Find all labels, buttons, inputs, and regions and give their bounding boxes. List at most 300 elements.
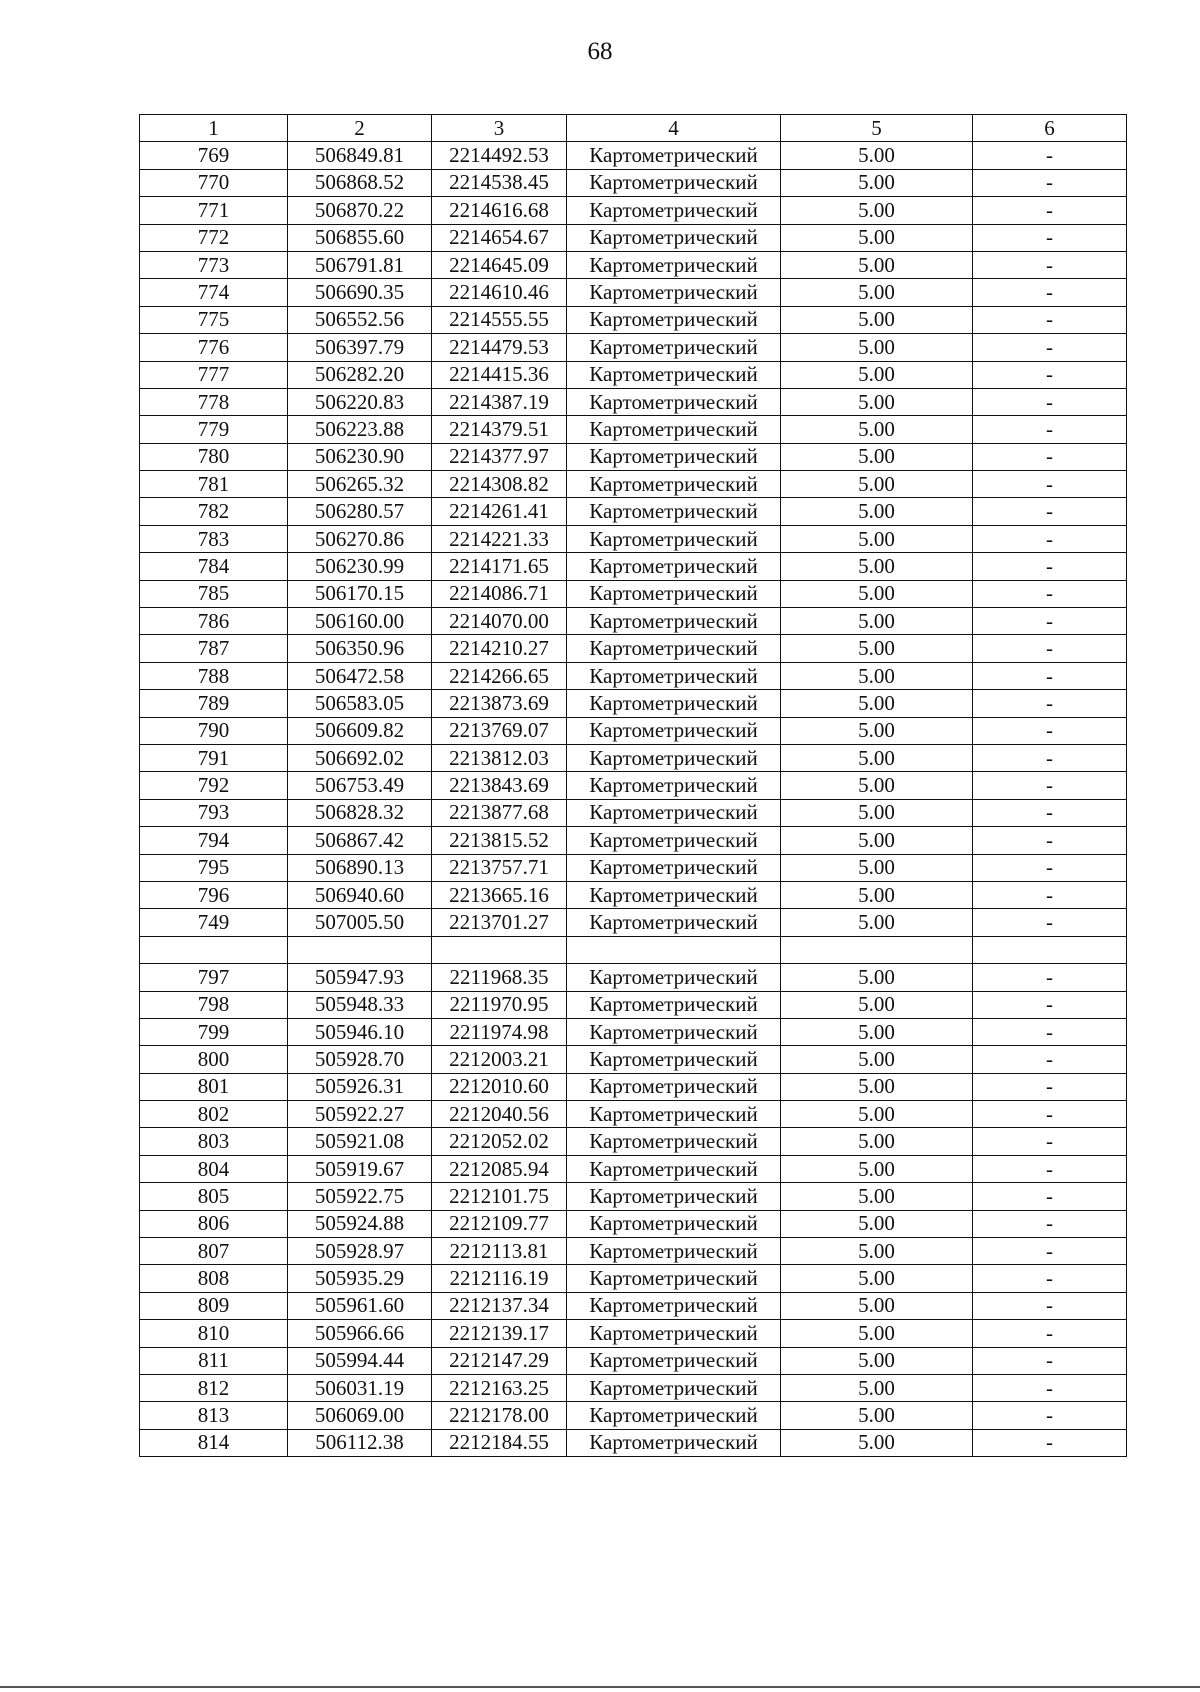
x-coordinate-cell: 505994.44 (288, 1347, 432, 1374)
table-row (140, 306, 1127, 333)
description-cell: - (973, 498, 1127, 525)
point-number-cell: 793 (140, 799, 288, 826)
description-cell: - (973, 1018, 1127, 1045)
method-cell: Картометрический (567, 854, 781, 881)
x-coordinate-cell: 505921.08 (288, 1128, 432, 1155)
x-coordinate-cell: 505926.31 (288, 1073, 432, 1100)
method-cell: Картометрический (567, 1183, 781, 1210)
description-cell: - (973, 744, 1127, 771)
description-cell: - (973, 1292, 1127, 1319)
point-number-cell: 785 (140, 580, 288, 607)
method-cell: Картометрический (567, 1292, 781, 1319)
empty-cell (140, 936, 288, 963)
table-row (140, 881, 1127, 908)
method-cell: Картометрический (567, 1402, 781, 1429)
point-number-cell: 792 (140, 772, 288, 799)
y-coordinate-cell: 2212085.94 (432, 1155, 567, 1182)
y-coordinate-cell: 2213843.69 (432, 772, 567, 799)
accuracy-cell: 5.00 (781, 1073, 973, 1100)
x-coordinate-cell: 506223.88 (288, 416, 432, 443)
description-cell: - (973, 1429, 1127, 1456)
x-coordinate-cell: 506609.82 (288, 717, 432, 744)
accuracy-cell: 5.00 (781, 197, 973, 224)
accuracy-cell: 5.00 (781, 827, 973, 854)
y-coordinate-cell: 2214415.36 (432, 361, 567, 388)
y-coordinate-cell: 2214492.53 (432, 142, 567, 169)
x-coordinate-cell: 506940.60 (288, 881, 432, 908)
description-cell: - (973, 553, 1127, 580)
table-row (140, 1046, 1127, 1073)
page-number: 68 (587, 38, 613, 65)
x-coordinate-cell: 506828.32 (288, 799, 432, 826)
y-coordinate-cell: 2213665.16 (432, 881, 567, 908)
x-coordinate-cell: 506282.20 (288, 361, 432, 388)
accuracy-cell: 5.00 (781, 772, 973, 799)
point-number-cell: 769 (140, 142, 288, 169)
point-number-cell: 783 (140, 525, 288, 552)
table-row (140, 498, 1127, 525)
x-coordinate-cell: 506069.00 (288, 1402, 432, 1429)
table-row (140, 1292, 1127, 1319)
point-number-cell: 812 (140, 1374, 288, 1401)
accuracy-cell: 5.00 (781, 690, 973, 717)
method-cell: Картометрический (567, 1347, 781, 1374)
y-coordinate-cell: 2214308.82 (432, 471, 567, 498)
table-row (140, 1183, 1127, 1210)
point-number-cell: 806 (140, 1210, 288, 1237)
accuracy-cell: 5.00 (781, 744, 973, 771)
table-row (140, 1210, 1127, 1237)
table-row (140, 525, 1127, 552)
description-cell: - (973, 416, 1127, 443)
accuracy-cell: 5.00 (781, 1210, 973, 1237)
y-coordinate-cell: 2212184.55 (432, 1429, 567, 1456)
y-coordinate-cell: 2214616.68 (432, 197, 567, 224)
method-cell: Картометрический (567, 881, 781, 908)
method-cell: Картометрический (567, 279, 781, 306)
point-number-cell: 798 (140, 991, 288, 1018)
accuracy-cell: 5.00 (781, 608, 973, 635)
point-number-cell: 784 (140, 553, 288, 580)
empty-separator-row (140, 936, 1127, 963)
accuracy-cell: 5.00 (781, 306, 973, 333)
accuracy-cell: 5.00 (781, 361, 973, 388)
point-number-cell: 791 (140, 744, 288, 771)
method-cell: Картометрический (567, 443, 781, 470)
method-cell: Картометрический (567, 964, 781, 991)
table-row (140, 1320, 1127, 1347)
table-row (140, 1101, 1127, 1128)
table-row (140, 799, 1127, 826)
method-cell: Картометрический (567, 662, 781, 689)
method-cell: Картометрический (567, 197, 781, 224)
table-row (140, 471, 1127, 498)
accuracy-cell: 5.00 (781, 224, 973, 251)
x-coordinate-cell: 506753.49 (288, 772, 432, 799)
description-cell: - (973, 1183, 1127, 1210)
accuracy-cell: 5.00 (781, 1320, 973, 1347)
y-coordinate-cell: 2214379.51 (432, 416, 567, 443)
table-row (140, 1265, 1127, 1292)
description-cell: - (973, 361, 1127, 388)
description-cell: - (973, 580, 1127, 607)
y-coordinate-cell: 2212003.21 (432, 1046, 567, 1073)
table-row (140, 334, 1127, 361)
coordinates-table (139, 114, 1127, 1457)
table-row (140, 991, 1127, 1018)
table-row (140, 717, 1127, 744)
y-coordinate-cell: 2214086.71 (432, 580, 567, 607)
method-cell: Картометрический (567, 608, 781, 635)
table-row (140, 635, 1127, 662)
point-number-cell: 814 (140, 1429, 288, 1456)
point-number-cell: 778 (140, 388, 288, 415)
accuracy-cell: 5.00 (781, 1155, 973, 1182)
accuracy-cell: 5.00 (781, 1402, 973, 1429)
description-cell: - (973, 1155, 1127, 1182)
description-cell: - (973, 279, 1127, 306)
header-cell-1: 1 (140, 115, 288, 142)
x-coordinate-cell: 506552.56 (288, 306, 432, 333)
method-cell: Картометрический (567, 1238, 781, 1265)
empty-cell (567, 936, 781, 963)
description-cell: - (973, 717, 1127, 744)
point-number-cell: 787 (140, 635, 288, 662)
table-row (140, 1347, 1127, 1374)
method-cell: Картометрический (567, 224, 781, 251)
description-cell: - (973, 1347, 1127, 1374)
description-cell: - (973, 799, 1127, 826)
point-number-cell: 790 (140, 717, 288, 744)
y-coordinate-cell: 2214377.97 (432, 443, 567, 470)
description-cell: - (973, 525, 1127, 552)
description-cell: - (973, 334, 1127, 361)
point-number-cell: 795 (140, 854, 288, 881)
description-cell: - (973, 443, 1127, 470)
point-number-cell: 770 (140, 169, 288, 196)
method-cell: Картометрический (567, 361, 781, 388)
y-coordinate-cell: 2214479.53 (432, 334, 567, 361)
point-number-cell: 797 (140, 964, 288, 991)
accuracy-cell: 5.00 (781, 1374, 973, 1401)
description-cell: - (973, 224, 1127, 251)
header-cell-3: 3 (432, 115, 567, 142)
point-number-cell: 803 (140, 1128, 288, 1155)
table-row (140, 662, 1127, 689)
y-coordinate-cell: 2212116.19 (432, 1265, 567, 1292)
accuracy-cell: 5.00 (781, 525, 973, 552)
x-coordinate-cell: 506855.60 (288, 224, 432, 251)
x-coordinate-cell: 505961.60 (288, 1292, 432, 1319)
table-body (140, 115, 1127, 1457)
method-cell: Картометрический (567, 580, 781, 607)
description-cell: - (973, 690, 1127, 717)
table-row (140, 1402, 1127, 1429)
y-coordinate-cell: 2212109.77 (432, 1210, 567, 1237)
description-cell: - (973, 827, 1127, 854)
description-cell: - (973, 1046, 1127, 1073)
x-coordinate-cell: 506583.05 (288, 690, 432, 717)
x-coordinate-cell: 505948.33 (288, 991, 432, 1018)
point-number-cell: 788 (140, 662, 288, 689)
point-number-cell: 807 (140, 1238, 288, 1265)
table-row (140, 1073, 1127, 1100)
empty-cell (781, 936, 973, 963)
y-coordinate-cell: 2212137.34 (432, 1292, 567, 1319)
y-coordinate-cell: 2214645.09 (432, 251, 567, 278)
point-number-cell: 799 (140, 1018, 288, 1045)
description-cell: - (973, 772, 1127, 799)
accuracy-cell: 5.00 (781, 580, 973, 607)
y-coordinate-cell: 2214555.55 (432, 306, 567, 333)
method-cell: Картометрический (567, 1073, 781, 1100)
table-row (140, 169, 1127, 196)
description-cell: - (973, 909, 1127, 936)
description-cell: - (973, 1073, 1127, 1100)
method-cell: Картометрический (567, 635, 781, 662)
y-coordinate-cell: 2212147.29 (432, 1347, 567, 1374)
description-cell: - (973, 1238, 1127, 1265)
table-row (140, 1155, 1127, 1182)
method-cell: Картометрический (567, 1374, 781, 1401)
point-number-cell: 773 (140, 251, 288, 278)
description-cell: - (973, 1265, 1127, 1292)
method-cell: Картометрический (567, 827, 781, 854)
method-cell: Картометрический (567, 1210, 781, 1237)
description-cell: - (973, 991, 1127, 1018)
x-coordinate-cell: 505947.93 (288, 964, 432, 991)
table-row (140, 388, 1127, 415)
accuracy-cell: 5.00 (781, 854, 973, 881)
accuracy-cell: 5.00 (781, 1183, 973, 1210)
point-number-cell: 779 (140, 416, 288, 443)
x-coordinate-cell: 506031.19 (288, 1374, 432, 1401)
table-row (140, 224, 1127, 251)
y-coordinate-cell: 2213757.71 (432, 854, 567, 881)
accuracy-cell: 5.00 (781, 1429, 973, 1456)
y-coordinate-cell: 2214266.65 (432, 662, 567, 689)
method-cell: Картометрический (567, 1018, 781, 1045)
x-coordinate-cell: 506230.99 (288, 553, 432, 580)
y-coordinate-cell: 2212052.02 (432, 1128, 567, 1155)
method-cell: Картометрический (567, 498, 781, 525)
x-coordinate-cell: 505935.29 (288, 1265, 432, 1292)
point-number-cell: 780 (140, 443, 288, 470)
table-row (140, 1374, 1127, 1401)
description-cell: - (973, 662, 1127, 689)
x-coordinate-cell: 506867.42 (288, 827, 432, 854)
x-coordinate-cell: 505919.67 (288, 1155, 432, 1182)
accuracy-cell: 5.00 (781, 1347, 973, 1374)
accuracy-cell: 5.00 (781, 881, 973, 908)
accuracy-cell: 5.00 (781, 991, 973, 1018)
point-number-cell: 777 (140, 361, 288, 388)
accuracy-cell: 5.00 (781, 1128, 973, 1155)
y-coordinate-cell: 2213769.07 (432, 717, 567, 744)
accuracy-cell: 5.00 (781, 443, 973, 470)
method-cell: Картометрический (567, 306, 781, 333)
method-cell: Картометрический (567, 1046, 781, 1073)
table-row (140, 443, 1127, 470)
table-row (140, 772, 1127, 799)
y-coordinate-cell: 2211968.35 (432, 964, 567, 991)
x-coordinate-cell: 505922.27 (288, 1101, 432, 1128)
x-coordinate-cell: 506397.79 (288, 334, 432, 361)
description-cell: - (973, 471, 1127, 498)
accuracy-cell: 5.00 (781, 471, 973, 498)
x-coordinate-cell: 505922.75 (288, 1183, 432, 1210)
y-coordinate-cell: 2211974.98 (432, 1018, 567, 1045)
x-coordinate-cell: 505924.88 (288, 1210, 432, 1237)
accuracy-cell: 5.00 (781, 498, 973, 525)
y-coordinate-cell: 2214610.46 (432, 279, 567, 306)
x-coordinate-cell: 506350.96 (288, 635, 432, 662)
point-number-cell: 809 (140, 1292, 288, 1319)
table-row (140, 744, 1127, 771)
accuracy-cell: 5.00 (781, 1292, 973, 1319)
accuracy-cell: 5.00 (781, 279, 973, 306)
description-cell: - (973, 142, 1127, 169)
point-number-cell: 801 (140, 1073, 288, 1100)
method-cell: Картометрический (567, 334, 781, 361)
method-cell: Картометрический (567, 388, 781, 415)
table-row (140, 909, 1127, 936)
point-number-cell: 810 (140, 1320, 288, 1347)
method-cell: Картометрический (567, 416, 781, 443)
point-number-cell: 811 (140, 1347, 288, 1374)
x-coordinate-cell: 506690.35 (288, 279, 432, 306)
table-row (140, 690, 1127, 717)
description-cell: - (973, 881, 1127, 908)
x-coordinate-cell: 506280.57 (288, 498, 432, 525)
y-coordinate-cell: 2212163.25 (432, 1374, 567, 1401)
point-number-cell: 813 (140, 1402, 288, 1429)
accuracy-cell: 5.00 (781, 1238, 973, 1265)
empty-cell (973, 936, 1127, 963)
empty-cell (288, 936, 432, 963)
method-cell: Картометрический (567, 799, 781, 826)
description-cell: - (973, 1128, 1127, 1155)
accuracy-cell: 5.00 (781, 964, 973, 991)
description-cell: - (973, 1101, 1127, 1128)
y-coordinate-cell: 2213873.69 (432, 690, 567, 717)
description-cell: - (973, 964, 1127, 991)
method-cell: Картометрический (567, 525, 781, 552)
table-row (140, 197, 1127, 224)
table-row (140, 251, 1127, 278)
description-cell: - (973, 635, 1127, 662)
x-coordinate-cell: 506692.02 (288, 744, 432, 771)
y-coordinate-cell: 2214261.41 (432, 498, 567, 525)
description-cell: - (973, 1320, 1127, 1347)
table-row (140, 361, 1127, 388)
method-cell: Картометрический (567, 690, 781, 717)
y-coordinate-cell: 2214171.65 (432, 553, 567, 580)
x-coordinate-cell: 506472.58 (288, 662, 432, 689)
table-row (140, 142, 1127, 169)
accuracy-cell: 5.00 (781, 662, 973, 689)
description-cell: - (973, 197, 1127, 224)
method-cell: Картометрический (567, 1155, 781, 1182)
table-row (140, 854, 1127, 881)
x-coordinate-cell: 506112.38 (288, 1429, 432, 1456)
method-cell: Картометрический (567, 772, 781, 799)
table-row (140, 964, 1127, 991)
x-coordinate-cell: 505928.97 (288, 1238, 432, 1265)
description-cell: - (973, 169, 1127, 196)
y-coordinate-cell: 2212101.75 (432, 1183, 567, 1210)
table-row (140, 1429, 1127, 1456)
point-number-cell: 789 (140, 690, 288, 717)
point-number-cell: 772 (140, 224, 288, 251)
method-cell: Картометрический (567, 251, 781, 278)
method-cell: Картометрический (567, 1128, 781, 1155)
point-number-cell: 771 (140, 197, 288, 224)
y-coordinate-cell: 2213701.27 (432, 909, 567, 936)
accuracy-cell: 5.00 (781, 717, 973, 744)
method-cell: Картометрический (567, 1320, 781, 1347)
y-coordinate-cell: 2212113.81 (432, 1238, 567, 1265)
y-coordinate-cell: 2214387.19 (432, 388, 567, 415)
description-cell: - (973, 306, 1127, 333)
y-coordinate-cell: 2212040.56 (432, 1101, 567, 1128)
y-coordinate-cell: 2213815.52 (432, 827, 567, 854)
accuracy-cell: 5.00 (781, 388, 973, 415)
method-cell: Картометрический (567, 471, 781, 498)
point-number-cell: 749 (140, 909, 288, 936)
point-number-cell: 775 (140, 306, 288, 333)
header-cell-5: 5 (781, 115, 973, 142)
point-number-cell: 804 (140, 1155, 288, 1182)
y-coordinate-cell: 2212010.60 (432, 1073, 567, 1100)
point-number-cell: 796 (140, 881, 288, 908)
method-cell: Картометрический (567, 553, 781, 580)
accuracy-cell: 5.00 (781, 1265, 973, 1292)
header-cell-6: 6 (973, 115, 1127, 142)
y-coordinate-cell: 2214070.00 (432, 608, 567, 635)
method-cell: Картометрический (567, 1101, 781, 1128)
y-coordinate-cell: 2214538.45 (432, 169, 567, 196)
x-coordinate-cell: 506868.52 (288, 169, 432, 196)
table-header-row (140, 115, 1127, 142)
y-coordinate-cell: 2214654.67 (432, 224, 567, 251)
point-number-cell: 782 (140, 498, 288, 525)
description-cell: - (973, 854, 1127, 881)
table-row (140, 1018, 1127, 1045)
description-cell: - (973, 251, 1127, 278)
table-row (140, 1238, 1127, 1265)
y-coordinate-cell: 2212139.17 (432, 1320, 567, 1347)
accuracy-cell: 5.00 (781, 635, 973, 662)
table-row (140, 608, 1127, 635)
point-number-cell: 805 (140, 1183, 288, 1210)
y-coordinate-cell: 2214221.33 (432, 525, 567, 552)
method-cell: Картометрический (567, 169, 781, 196)
accuracy-cell: 5.00 (781, 1101, 973, 1128)
point-number-cell: 774 (140, 279, 288, 306)
x-coordinate-cell: 506265.32 (288, 471, 432, 498)
method-cell: Картометрический (567, 717, 781, 744)
x-coordinate-cell: 506160.00 (288, 608, 432, 635)
y-coordinate-cell: 2214210.27 (432, 635, 567, 662)
method-cell: Картометрический (567, 744, 781, 771)
description-cell: - (973, 1210, 1127, 1237)
accuracy-cell: 5.00 (781, 142, 973, 169)
accuracy-cell: 5.00 (781, 909, 973, 936)
x-coordinate-cell: 505966.66 (288, 1320, 432, 1347)
description-cell: - (973, 388, 1127, 415)
table-row (140, 580, 1127, 607)
